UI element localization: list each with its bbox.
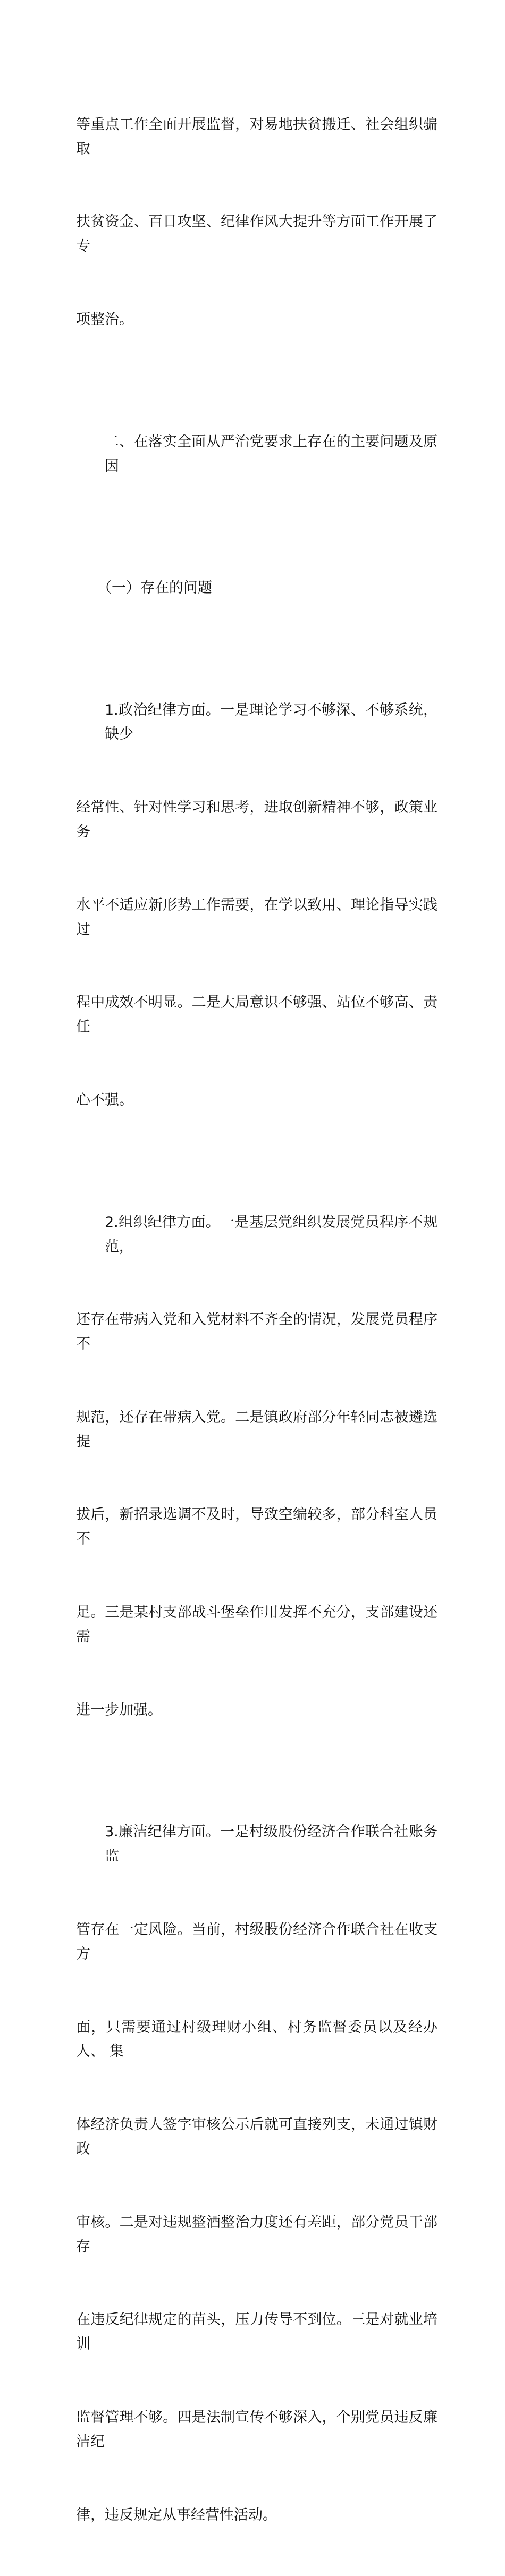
text-line: 心不强。 [76,1092,133,1109]
text-line: 程中成效不明显。二是大局意识不够强、站位不够高、责任 [76,994,437,1036]
text-line: 足。三是某村支部战斗堡垒作用发挥不充分，支部建设还需 [76,1604,437,1645]
text-line: 2.组织纪律方面。一是基层党组织发展党员程序不规范， [105,1214,437,1255]
section-heading [76,381,437,527]
text-line: 3.廉洁纪律方面。一是村级股份经济合作联合社账务监 [105,1824,437,1865]
text-line: 扶贫资金、百日攻坚、纪律作风大提升等方面工作开展了专 [76,214,437,255]
text-line: 监督管理不够。四是法制宣传不够深入，个别党员违反廉洁纪 [76,2409,437,2450]
subheading-text: （一）存在的问题 [97,580,212,597]
text-line: 项整治。 [76,311,133,328]
text-line: 体经济负责人签字审核公示后就可直接列支，未通过镇财政 [76,2116,437,2158]
text-line: 在违反纪律规定的苗头，压力传导不到位。三是对就业培训 [76,2311,437,2353]
paragraph-continuation [76,64,437,381]
paragraph-integrity-discipline [76,1771,437,2576]
text-line: 经常性、针对性学习和思考，进取创新精神不够，政策业务 [76,799,437,841]
text-line: 拔后，新招录选调不及时，导致空编较多，部分科室人员不 [76,1506,437,1548]
text-line: 水平不适应新形势工作需要，在学以致用、理论指导实践过 [76,896,437,938]
text-line: 审核。二是对违规整酒整治力度还有差距，部分党员干部存 [76,2214,437,2255]
heading-text: 二、在落实全面从严治党要求上存在的主要问题及原因 [105,433,437,474]
text-line: 面，只需要通过村级理财小组、村务监督委员以及经办人、 集 [76,2019,437,2060]
text-line: 还存在带病入党和入党材料不齐全的情况，发展党员程序不 [76,1311,437,1353]
text-line: 等重点工作全面开展监督，对易地扶贫搬迁、社会组织骗取 [76,116,437,157]
document-body [76,64,437,2576]
text-line: 律，违反规定从事经营性活动。 [76,2506,277,2523]
subsection-heading [76,527,437,649]
text-line: 管存在一定风险。当前，村级股份经济合作联合社在收支方 [76,1921,437,1962]
paragraph-political-discipline [76,649,437,1162]
text-line: 规范，还存在带病入党。二是镇政府部分年轻同志被遴选提 [76,1409,437,1450]
text-line: 1.政治纪律方面。一是理论学习不够深、不够系统，缺少 [105,701,437,743]
paragraph-organizational-discipline [76,1162,437,1772]
text-line: 进一步加强。 [76,1701,162,1718]
